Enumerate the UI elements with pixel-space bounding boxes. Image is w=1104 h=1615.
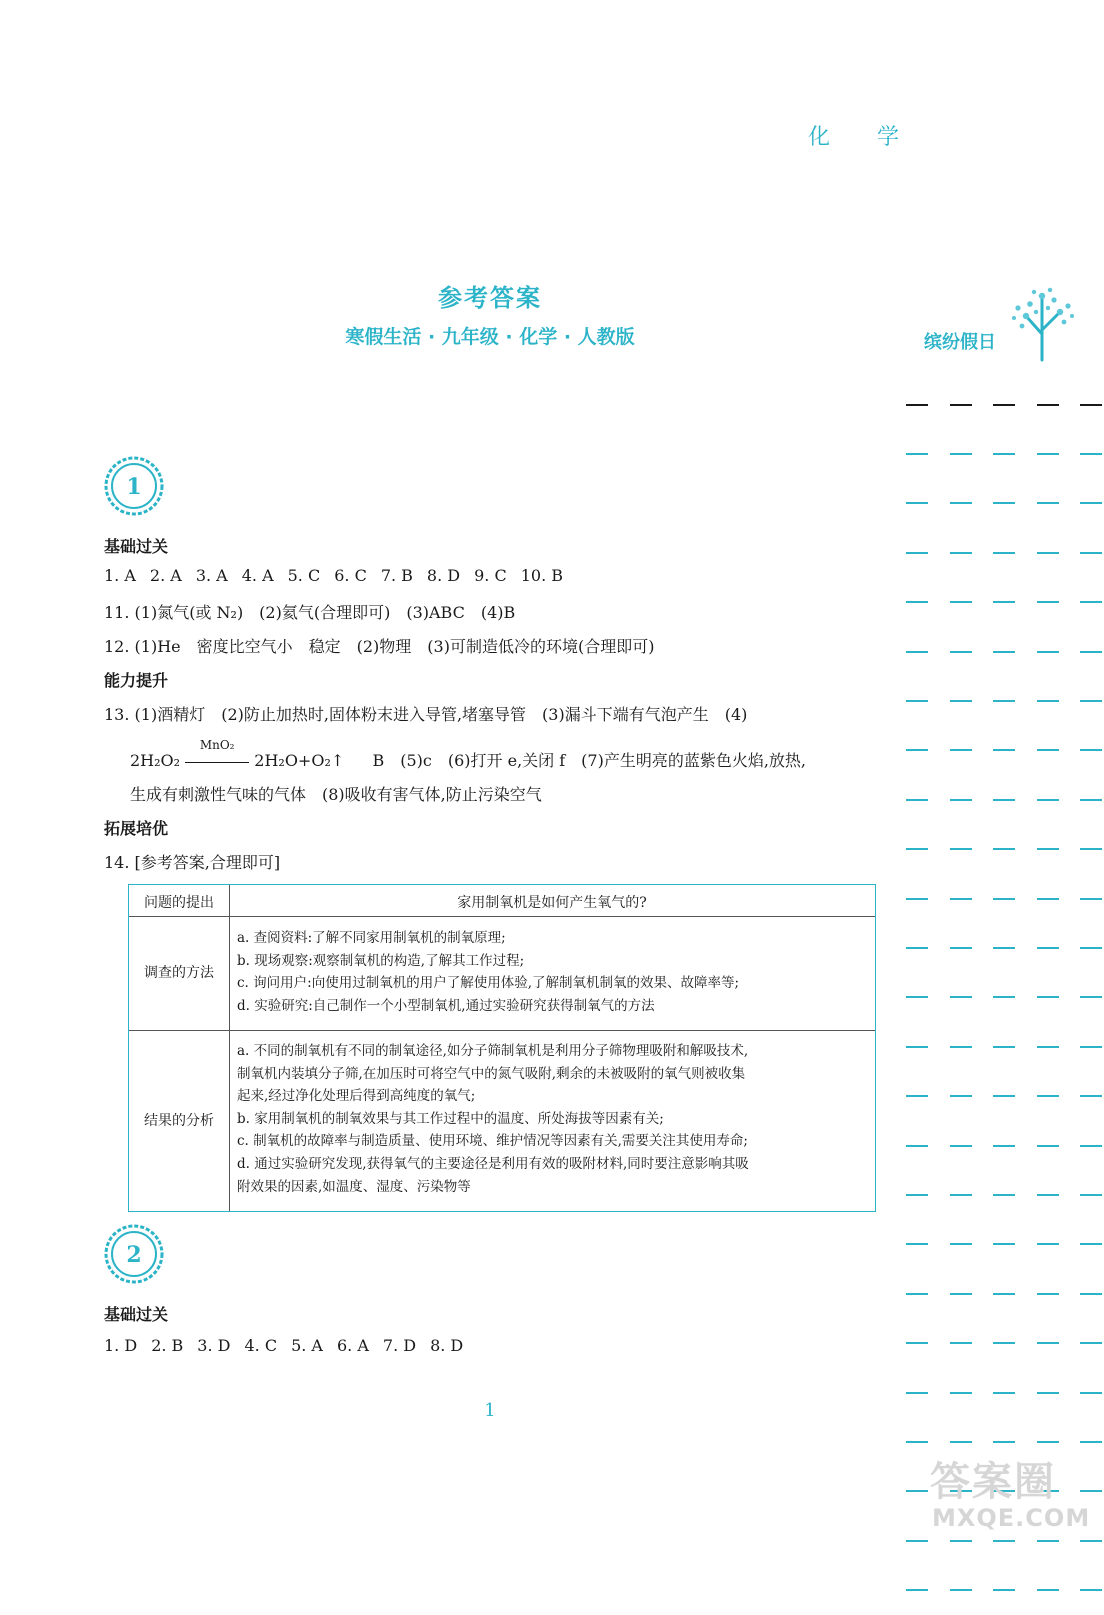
table-line: c. 制氧机的故障率与制造质量、使用环境、维护情况等因素有关,需要关注其使用寿命; [237, 1133, 748, 1150]
reaction-condition: MnO₂ [199, 737, 235, 752]
subject-header: 化 学 [808, 125, 919, 150]
answer: 3. A [195, 566, 228, 585]
table-row-label: 结果的分析 [144, 1113, 214, 1129]
answer: 1. A [104, 566, 136, 585]
brand-logo [922, 286, 1082, 366]
answer: 6. A [336, 1336, 369, 1355]
multiple-choice-answers [104, 1336, 477, 1355]
answer: 3. D [197, 1336, 231, 1355]
table-header-right: 家用制氧机是如何产生氧气的? [457, 895, 647, 911]
answer: 7. D [382, 1336, 417, 1355]
answer: 8. D [430, 1336, 464, 1355]
section-label: 基础过关 [104, 1305, 169, 1324]
answer-line: 12. (1)He 密度比空气小 稳定 (2)物理 (3)可制造低冷的环境(合理即可) [104, 637, 655, 656]
answer: 4. A [241, 566, 274, 585]
page-title: 参考答案 [438, 284, 542, 312]
answer: 7. B [380, 566, 413, 585]
watermark-text: 答案圈 [930, 1459, 1056, 1505]
watermark-logo [930, 1450, 1104, 1536]
brand-logo-text: 缤纷假日 [924, 332, 996, 353]
table-line: 制氧机内装填分子筛,在加压时可将空气中的氮气吸附,剩余的未被吸附的氧气则被收集 [237, 1065, 746, 1082]
answer: 9. C [474, 566, 507, 585]
section-label: 基础过关 [104, 537, 169, 556]
page-subtitle: 寒假生活 · 九年级 · 化学 · 人教版 [345, 326, 635, 348]
answer-table [128, 884, 876, 1212]
table-line: 起来,经过净化处理后得到高纯度的氧气; [237, 1088, 476, 1105]
answer: 1. D [104, 1336, 138, 1355]
answer: 8. D [426, 566, 461, 585]
page-number: 1 [484, 1400, 496, 1421]
answer: 2. B [151, 1336, 184, 1355]
table-line: b. 家用制氧机的制氧效果与其工作过程中的温度、所处海拔等因素有关; [237, 1110, 664, 1127]
table-line: c. 询问用户:向使用过制氧机的用户了解使用体验,了解制氧机制氧的效果、故障率等; [237, 975, 740, 992]
table-row [129, 1030, 875, 1210]
table-header-row [129, 885, 875, 917]
answer-line: 14. [参考答案,合理即可] [104, 853, 281, 872]
answer-line: 11. (1)氮气(或 N₂) (2)氦气(合理即可) (3)ABC (4)B [104, 603, 516, 622]
answer-line: 13. (1)酒精灯 (2)防止加热时,固体粉末进入导管,堵塞导管 (3)漏斗下端有气泡产生 (4) [104, 705, 748, 724]
chemical-equation-line [130, 737, 807, 771]
equation-reactant: 2H₂O₂ [130, 751, 181, 770]
table-row-content [237, 1040, 867, 1198]
section-label: 能力提升 [104, 671, 169, 690]
reaction-arrow [185, 737, 249, 770]
answer: 5. A [291, 1336, 323, 1355]
section-label: 拓展培优 [104, 819, 169, 838]
table-row [129, 916, 875, 1031]
table-line: d. 通过实验研究发现,获得氧气的主要途径是利用有效的吸附材料,同时要注意影响其吸 [237, 1155, 749, 1172]
watermark-url: MXQE.COM [932, 1504, 1091, 1532]
section-number: 2 [126, 1242, 142, 1268]
answer: 6. C [334, 566, 367, 585]
equation-products: 2H₂O+O₂↑ [254, 751, 345, 770]
table-line: b. 现场观察:观察制氧机的构造,了解其工作过程; [237, 952, 525, 969]
answer-line: B (5)c (6)打开 e,关闭 f (7)产生明亮的蓝紫色火焰,放热, [372, 751, 807, 770]
multiple-choice-answers [104, 566, 577, 585]
table-header-left: 问题的提出 [144, 895, 214, 911]
answer-line: 生成有刺激性气味的气体 (8)吸收有害气体,防止污染空气 [130, 785, 542, 804]
answer: 5. C [287, 566, 321, 585]
table-row-label: 调查的方法 [144, 965, 214, 981]
table-line: 附效果的因素,如温度、湿度、污染物等 [237, 1178, 471, 1195]
answer: 2. A [149, 566, 182, 585]
section-badge [104, 1224, 164, 1284]
answer: 4. C [244, 1336, 278, 1355]
table-line: a. 不同的制氧机有不同的制氧途径,如分子筛制氧机是利用分子筛物理吸附和解吸技术, [237, 1043, 749, 1059]
table-line: d. 实验研究:自己制作一个小型制氧机,通过实验研究获得制氧气的方法 [237, 997, 655, 1014]
section-badge [104, 456, 164, 516]
margin-note-lines [906, 380, 1102, 1615]
answer: 10. B [520, 566, 563, 585]
section-number: 1 [126, 474, 142, 500]
tree-icon [922, 286, 1082, 366]
table-line: a. 查阅资料:了解不同家用制氧机的制氧原理; [237, 930, 506, 946]
table-row-content [237, 927, 867, 1017]
